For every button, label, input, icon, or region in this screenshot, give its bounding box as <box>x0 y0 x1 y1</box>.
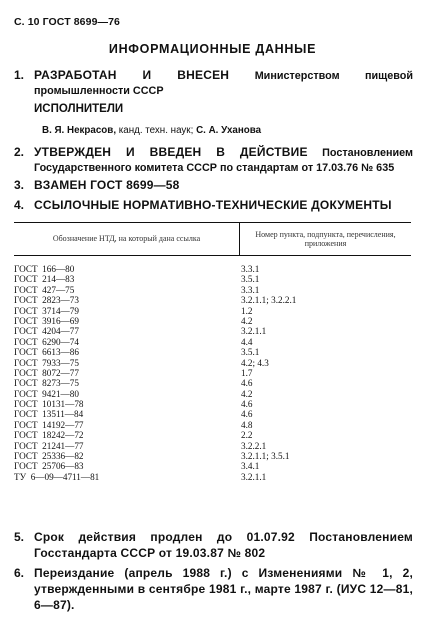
cell-clause: 1.7 <box>241 367 253 378</box>
page-header: С. 10 ГОСТ 8699—76 <box>14 16 120 28</box>
cell-document: ГОСТ 13511—84 <box>14 409 84 420</box>
cell-clause: 3.4.1 <box>241 461 260 472</box>
cell-document: ГОСТ 14192—77 <box>14 419 84 430</box>
cell-document: ГОСТ 25706—83 <box>14 461 84 472</box>
cell-document: ГОСТ 6290—74 <box>14 336 79 347</box>
table-row <box>14 441 411 451</box>
cell-document: ГОСТ 8072—77 <box>14 367 79 378</box>
section-5 <box>14 530 413 562</box>
table-row <box>14 399 411 409</box>
cell-document: ГОСТ 214—83 <box>14 274 75 285</box>
cell-document: ТУ 6—09—4711—81 <box>14 471 100 482</box>
table-row <box>14 316 411 326</box>
table-row <box>14 306 411 316</box>
cell-document: ГОСТ 3714—79 <box>14 305 79 316</box>
cell-document: ГОСТ 21241—77 <box>14 440 84 451</box>
cell-clause: 4.2 <box>241 388 253 399</box>
cell-clause: 4.2; 4.3 <box>241 357 269 368</box>
cell-document: ГОСТ 427—75 <box>14 284 75 295</box>
column-header-document: Обозначение НТД, на который дана ссылка <box>14 223 240 255</box>
table-row <box>14 326 411 336</box>
table-row <box>14 430 411 440</box>
section-number: 2. <box>14 145 25 159</box>
cell-clause: 1.2 <box>241 305 253 316</box>
executor-name: С. А. Уханова <box>196 125 262 136</box>
table-row <box>14 264 411 274</box>
section-lead: Срок действия продлен до 01.07.92 Постановлением Госстандарта СССР от 19.03.87 № 802 <box>34 530 413 560</box>
reference-table <box>14 222 411 482</box>
section-lead: Переиздание (апрель 1988 г.) с Изменениями № 1, 2, утвержденными в сентябре 1981 г., марте 1987 г. (ИУС 12—81, 6—87). <box>34 566 413 612</box>
section-2 <box>14 145 413 176</box>
cell-document: ГОСТ 6613—86 <box>14 347 79 358</box>
cell-clause: 3.5.1 <box>241 347 260 358</box>
cell-clause: 3.2.2.1 <box>241 440 267 451</box>
cell-document: ГОСТ 4204—77 <box>14 326 79 337</box>
cell-clause: 3.3.1 <box>241 284 260 295</box>
cell-clause: 3.2.1.1; 3.5.1 <box>241 451 290 462</box>
cell-clause: 4.4 <box>241 336 253 347</box>
cell-clause: 4.2 <box>241 315 253 326</box>
table-row <box>14 451 411 461</box>
section-1 <box>14 68 413 99</box>
cell-document: ГОСТ 10131—78 <box>14 399 84 410</box>
section-text: Министерством пищевой промышленности СССР <box>34 70 413 97</box>
executor-degree: канд. техн. наук; <box>118 125 194 136</box>
cell-clause: 3.3.1 <box>241 264 260 274</box>
cell-document: ГОСТ 3916—69 <box>14 315 79 326</box>
cell-clause: 3.2.1.1 <box>241 326 267 337</box>
table-row <box>14 347 411 357</box>
section-lead: ССЫЛОЧНЫЕ НОРМАТИВНО-ТЕХНИЧЕСКИЕ ДОКУМЕНТЫ <box>34 198 392 212</box>
table-row <box>14 368 411 378</box>
section-lead: УТВЕРЖДЕН И ВВЕДЕН В ДЕЙСТВИЕ <box>34 145 308 159</box>
cell-clause: 4.6 <box>241 378 253 389</box>
table-row <box>14 472 411 482</box>
table-row <box>14 461 411 471</box>
section-number: 1. <box>14 68 25 82</box>
section-number: 5. <box>14 530 25 544</box>
section-4 <box>14 198 413 214</box>
cell-clause: 4.6 <box>241 409 253 420</box>
cell-document: ГОСТ 9421—80 <box>14 388 79 399</box>
cell-clause: 3.2.1.1; 3.2.2.1 <box>241 295 297 306</box>
cell-document: ГОСТ 25336—82 <box>14 451 84 462</box>
executor-name: В. Я. Некрасов, <box>42 125 117 136</box>
table-row <box>14 358 411 368</box>
table-row <box>14 295 411 305</box>
table-header <box>14 222 411 256</box>
table-row <box>14 409 411 419</box>
section-lead: ВЗАМЕН ГОСТ 8699—58 <box>34 178 180 192</box>
table-row <box>14 389 411 399</box>
table-row <box>14 337 411 347</box>
table-body <box>14 256 411 482</box>
column-header-clause: Номер пункта, подпункта, перечисления, приложения <box>255 229 396 248</box>
table-row <box>14 378 411 388</box>
page-title: ИНФОРМАЦИОННЫЕ ДАННЫЕ <box>108 42 317 56</box>
cell-document: ГОСТ 18242—72 <box>14 430 84 441</box>
table-row <box>14 274 411 284</box>
section-6 <box>14 566 413 614</box>
cell-clause: 3.5.1 <box>241 274 260 285</box>
table-row <box>14 285 411 295</box>
section-text: Постановлением Государственного комитета СССР по стандартам от 17.03.76 № 635 <box>34 147 413 174</box>
cell-document: ГОСТ 166—80 <box>14 264 75 274</box>
cell-clause: 2.2 <box>241 430 253 441</box>
section-3 <box>14 178 413 194</box>
cell-clause: 3.2.1.1 <box>241 471 267 482</box>
cell-clause: 4.6 <box>241 399 253 410</box>
cell-document: ГОСТ 2823—73 <box>14 295 79 306</box>
cell-document: ГОСТ 7933—75 <box>14 357 79 368</box>
section-lead: РАЗРАБОТАН И ВНЕСЕН <box>34 68 230 82</box>
executors-heading: ИСПОЛНИТЕЛИ <box>34 103 124 115</box>
executors-list <box>42 125 261 136</box>
cell-clause: 4.8 <box>241 419 253 430</box>
cell-document: ГОСТ 8273—75 <box>14 378 79 389</box>
table-row <box>14 420 411 430</box>
section-number: 6. <box>14 566 25 580</box>
section-number: 4. <box>14 198 25 212</box>
section-number: 3. <box>14 178 25 192</box>
